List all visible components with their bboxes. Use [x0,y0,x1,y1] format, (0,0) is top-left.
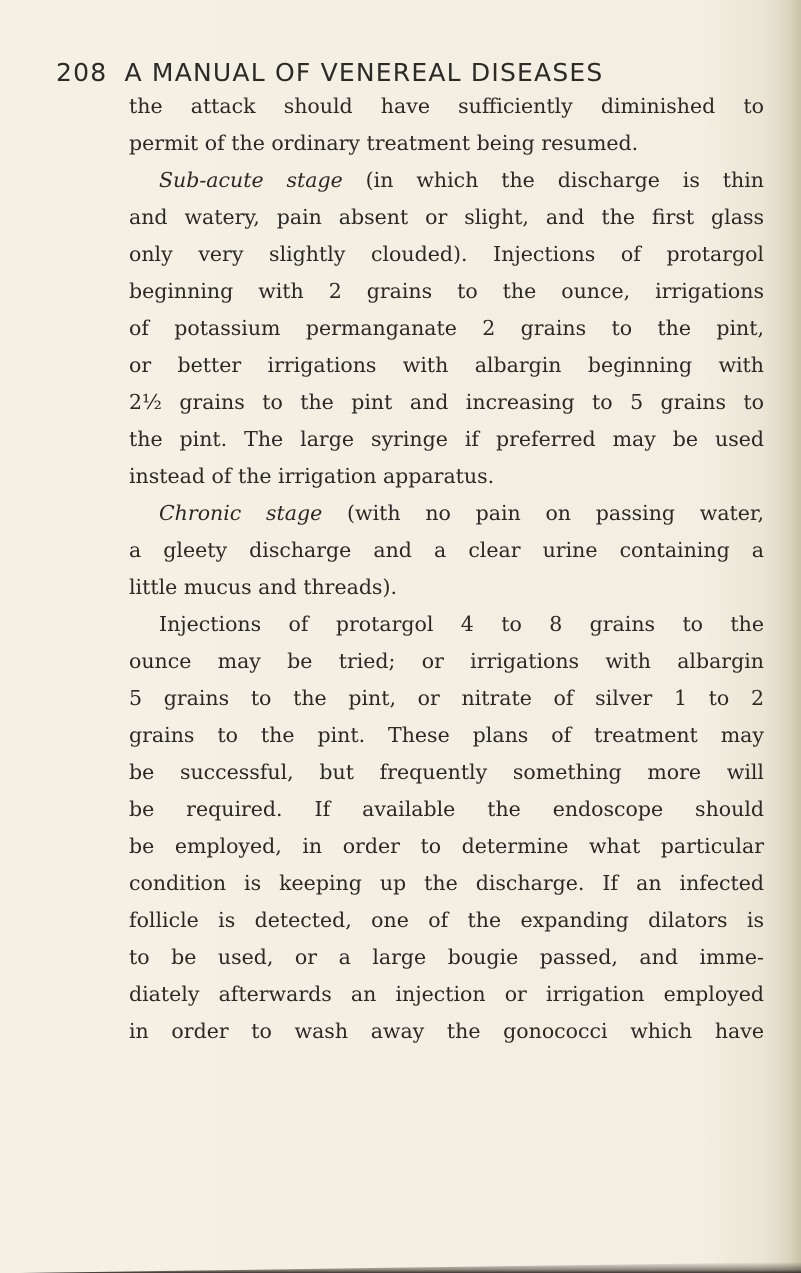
body-text [129,88,764,1050]
text-line: 2½ grains to the pint and increasing to 5 grains to [129,390,764,414]
text-line: the attack should have sufficiently diminished to [129,94,764,118]
text-fragment: (in which the discharge is thin [342,168,765,192]
text-line: 5 grains to the pint, or nitrate of silver 1 to 2 [129,686,764,710]
paragraph [129,88,764,162]
text-line: only very slightly clouded). Injections of protargol [129,242,764,266]
text-fragment: (with no pain on passing water, [322,501,764,525]
text-line [129,495,764,532]
text-line: and watery, pain absent or slight, and the first glass [129,205,764,229]
running-header [56,58,603,87]
stage-heading: Sub-acute stage [159,168,343,192]
text-line: instead of the irrigation apparatus. [129,464,495,488]
paragraph [129,162,764,495]
text-line: condition is keeping up the discharge. If an infected [129,871,764,895]
running-title: A MANUAL OF VENEREAL DISEASES [124,58,604,87]
text-line: a gleety discharge and a clear urine containing a [129,538,764,562]
text-line: ounce may be tried; or irrigations with albargin [129,649,764,673]
text-line: Injections of protargol 4 to 8 grains to the [159,612,764,636]
text-line [129,162,764,199]
stage-heading: Chronic stage [159,501,323,525]
text-line: the pint. The large syringe if preferred may be used [129,427,764,451]
text-line: to be used, or a large bougie passed, and imme- [129,945,764,969]
text-line: be employed, in order to determine what particular [129,834,764,858]
page-edge-shadow [779,0,801,1273]
page-number: 208 [56,58,108,87]
page-bottom-shadow [20,1262,801,1273]
text-line: or better irrigations with albargin beginning with [129,353,764,377]
text-line: grains to the pint. These plans of treatment may [129,723,764,747]
paragraph [129,606,764,1050]
paragraph [129,495,764,606]
text-line: follicle is detected, one of the expanding dilators is [129,908,764,932]
text-line: permit of the ordinary treatment being resumed. [129,131,639,155]
text-line: be successful, but frequently something more will [129,760,764,784]
text-line: of potassium permanganate 2 grains to the pint, [129,316,764,340]
text-line: beginning with 2 grains to the ounce, irrigations [129,279,764,303]
text-line: in order to wash away the gonococci which have [129,1019,764,1043]
text-line: diately afterwards an injection or irrigation employed [129,982,764,1006]
text-line: be required. If available the endoscope should [129,797,764,821]
text-line: little mucus and threads). [129,575,397,599]
